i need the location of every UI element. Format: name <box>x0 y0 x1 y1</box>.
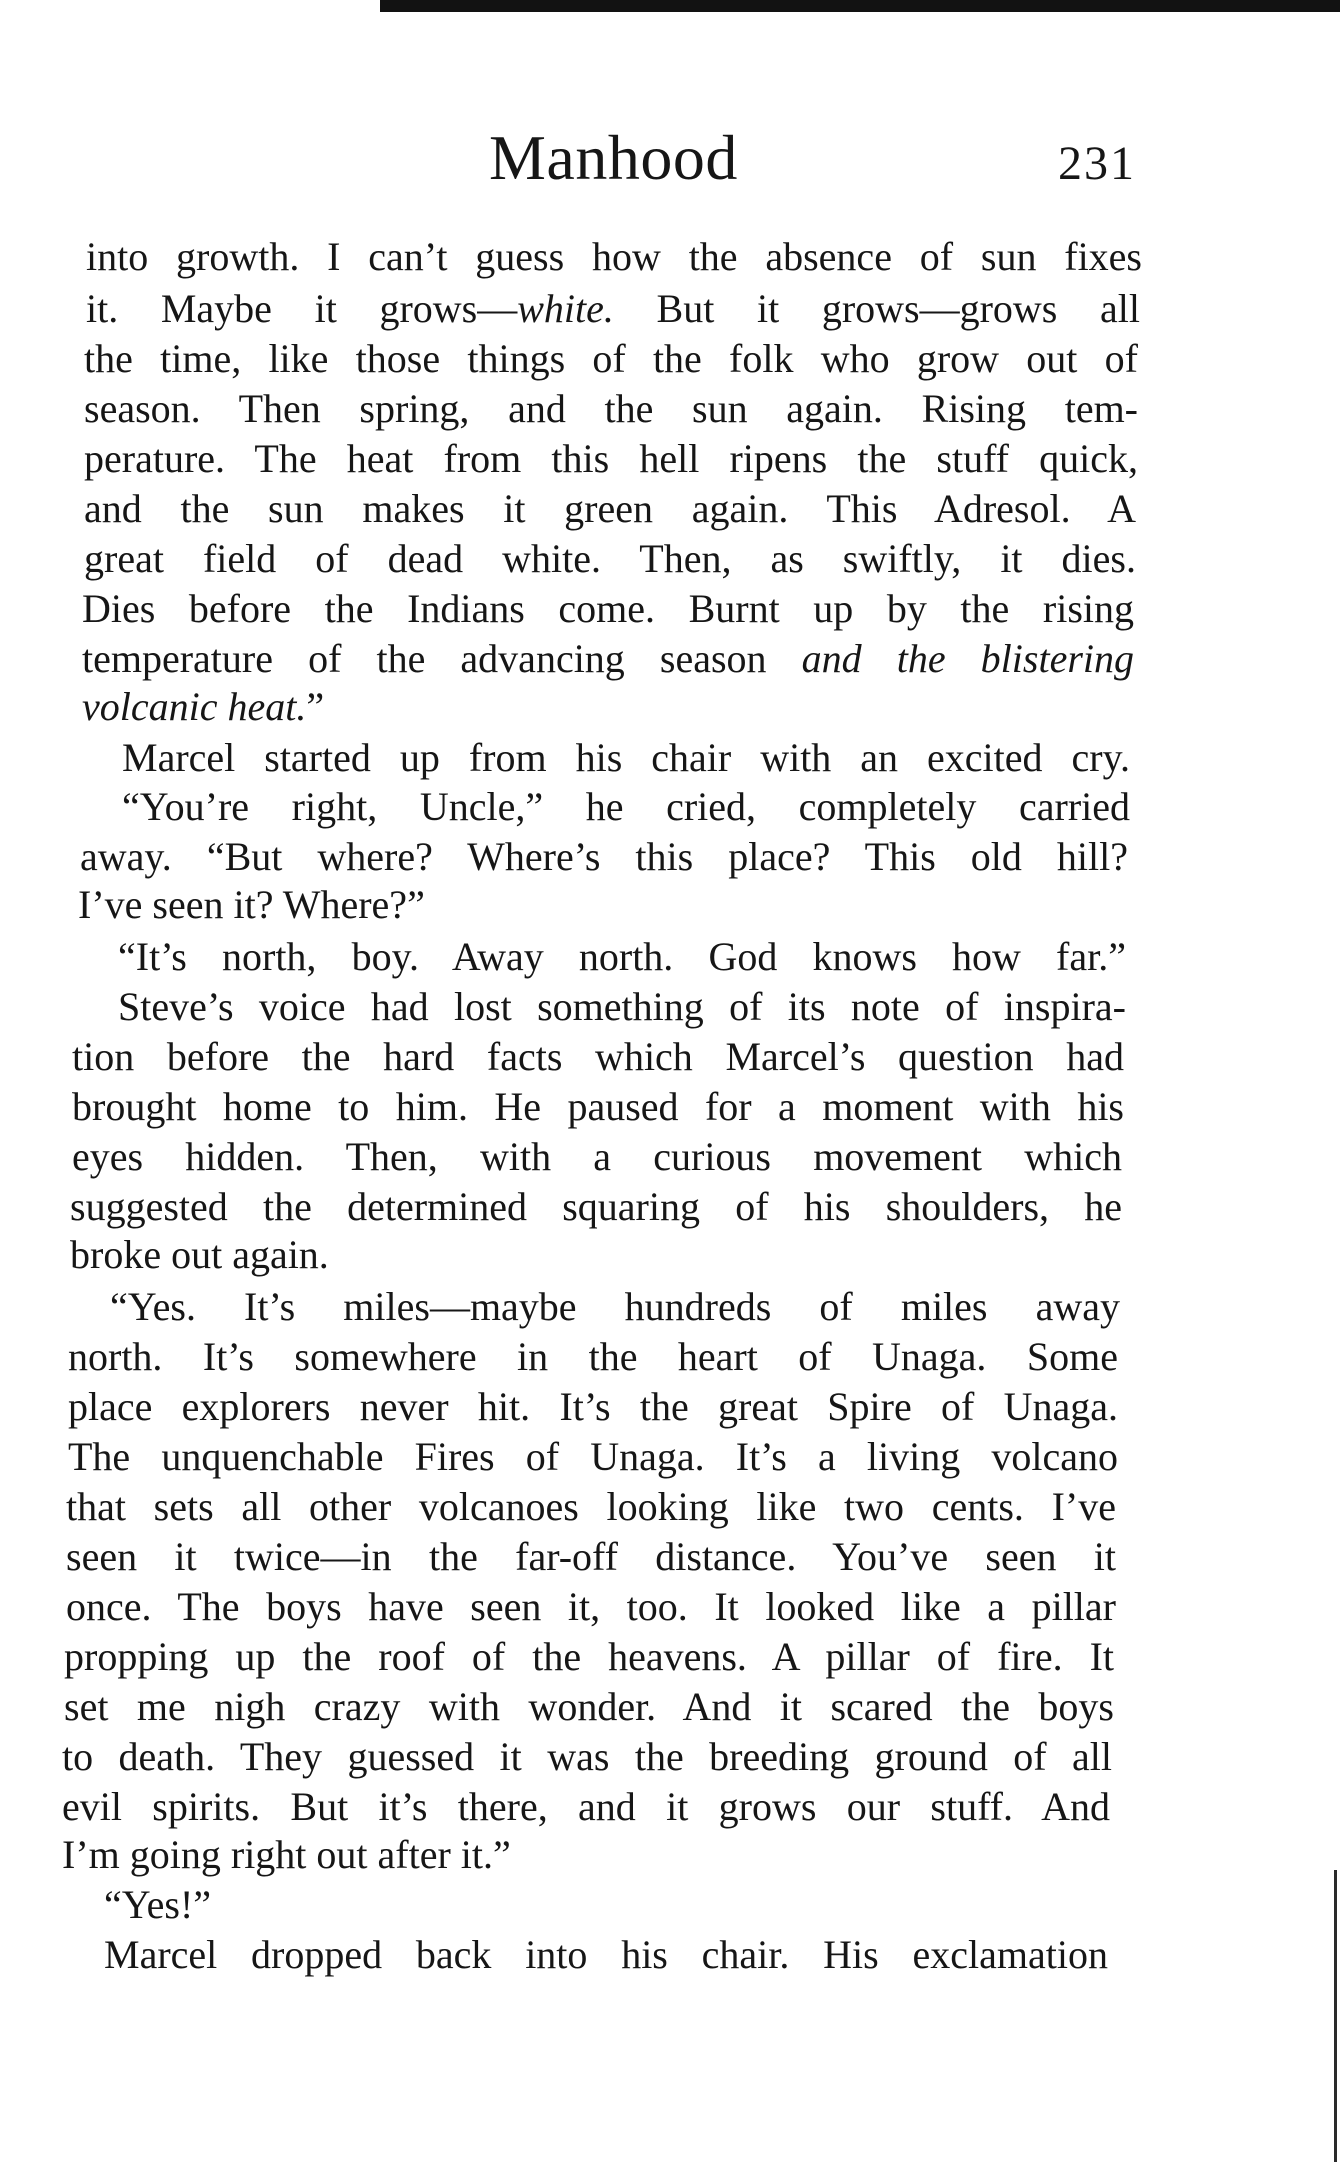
text-line: tion before the hard facts which Marcel’s question had <box>72 1034 1124 1079</box>
text-line: perature. The heat from this hell ripens the stuff quick, <box>84 436 1138 481</box>
text-line: into growth. I can’t guess how the absence of sun fixes <box>86 234 1142 279</box>
page-number: 231 <box>1058 137 1136 190</box>
text-line: once. The boys have seen it, too. It looked like a pillar <box>66 1584 1116 1629</box>
text-line: that sets all other volcanoes looking like two cents. I’ve <box>66 1484 1116 1529</box>
text-line: place explorers never hit. It’s the great Spire of Unaga. <box>68 1384 1118 1429</box>
text-line: season. Then spring, and the sun again. Rising tem- <box>84 386 1138 431</box>
text-line: suggested the determined squaring of his shoulders, he <box>70 1184 1122 1229</box>
text-line: propping up the roof of the heavens. A pillar of fire. It <box>64 1634 1114 1679</box>
text-line: away. “But where? Where’s this place? This old hill? <box>80 834 1128 879</box>
text-line: and the sun makes it green again. This Adresol. A <box>84 486 1136 531</box>
text-line: Steve’s voice had lost something of its note of inspira- <box>118 984 1126 1029</box>
text-line: Marcel dropped back into his chair. His exclamation <box>104 1932 1108 1977</box>
text-line: to death. They guessed it was the breeding ground of all <box>62 1734 1112 1779</box>
text-line: it. Maybe it grows—white. But it grows—grows all <box>86 286 1140 331</box>
text-line: temperature of the advancing season and the blistering <box>82 636 1134 681</box>
text-line: Dies before the Indians come. Burnt up by the rising <box>82 586 1134 631</box>
text-line: “Yes!” <box>104 1882 212 1927</box>
running-head <box>0 118 1340 198</box>
text-line: set me nigh crazy with wonder. And it scared the boys <box>64 1684 1114 1729</box>
text-line: The unquenchable Fires of Unaga. It’s a living volcano <box>68 1434 1118 1479</box>
text-line: broke out again. <box>70 1232 329 1277</box>
text-line: I’ve seen it? Where?” <box>78 882 425 927</box>
text-line: seen it twice—in the far-off distance. You’ve seen it <box>66 1534 1116 1579</box>
text-line: evil spirits. But it’s there, and it grows our stuff. And <box>62 1784 1110 1829</box>
text-line: brought home to him. He paused for a moment with his <box>72 1084 1124 1129</box>
text-line: “It’s north, boy. Away north. God knows how far.” <box>118 934 1126 979</box>
text-line: eyes hidden. Then, with a curious movement which <box>72 1134 1122 1179</box>
text-line: “Yes. It’s miles—maybe hundreds of miles away <box>110 1284 1120 1329</box>
text-line: the time, like those things of the folk who grow out of <box>84 336 1138 381</box>
right-edge-rule <box>1334 1870 1337 2162</box>
running-title: Manhood <box>489 122 738 193</box>
text-line: I’m going right out after it.” <box>62 1832 511 1877</box>
text-line: volcanic heat.” <box>82 684 325 729</box>
text-line: north. It’s somewhere in the heart of Unaga. Some <box>68 1334 1118 1379</box>
text-line: Marcel started up from his chair with an excited cry. <box>122 735 1130 780</box>
top-edge-rule <box>380 0 1340 12</box>
text-line: “You’re right, Uncle,” he cried, completely carried <box>122 784 1130 829</box>
text-line: great field of dead white. Then, as swiftly, it dies. <box>84 536 1136 581</box>
